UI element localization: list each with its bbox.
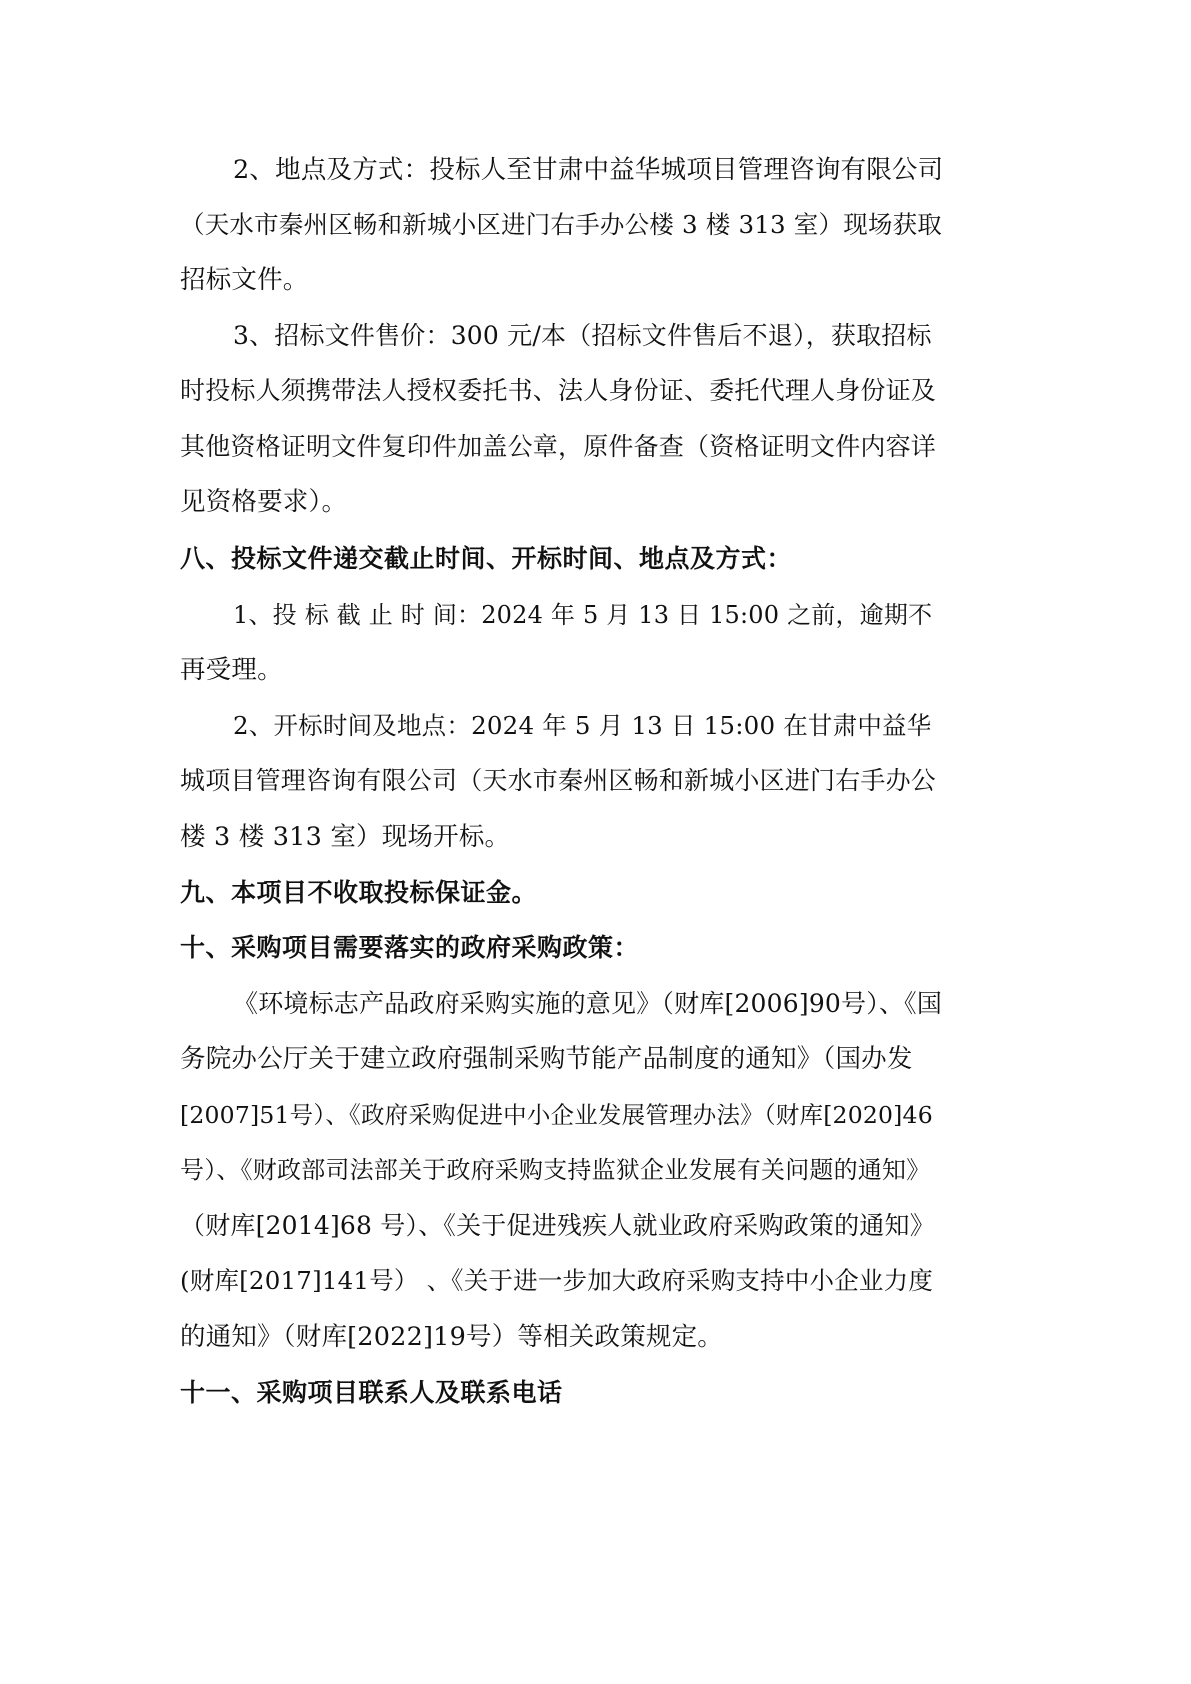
paragraph-line: [2007]51号）、《政府采购促进中小企业发展管理办法》（财库[2020]46 xyxy=(180,1101,933,1129)
paragraph-line: （财库[2014]68 号）、《关于促进残疾人就业政府采购政策的通知》 xyxy=(180,1211,935,1240)
paragraph-line: (财库[2017]141号） 、《关于进一步加大政府采购支持中小企业力度 xyxy=(180,1266,934,1295)
paragraph-line: 3、招标文件售价：300 元/本（招标文件售后不退），获取招标 xyxy=(233,321,932,350)
paragraph-line: 2、地点及方式：投标人至甘肃中益华城项目管理咨询有限公司 xyxy=(233,155,944,185)
paragraph-line: 招标文件。 xyxy=(180,265,309,295)
section-heading-10: 十、采购项目需要落实的政府采购政策： xyxy=(180,933,640,962)
section-heading-9: 九、本项目不收取投标保证金。 xyxy=(180,878,538,907)
paragraph-line: 见资格要求）。 xyxy=(180,487,348,517)
paragraph-line: 1、投 标 截 止 时 间：2024 年 5 月 13 日 15:00 之前，逾期不 xyxy=(233,601,933,629)
paragraph-line: 其他资格证明文件复印件加盖公章，原件备查（资格证明文件内容详 xyxy=(180,432,937,461)
paragraph-line: 城项目管理咨询有限公司（天水市秦州区畅和新城小区进门右手办公 xyxy=(180,766,937,795)
paragraph-line: 再受理。 xyxy=(180,655,283,685)
paragraph-line: 的通知》（财库[2022]19号）等相关政策规定。 xyxy=(180,1322,723,1352)
paragraph-line: 楼 3 楼 313 室）现场开标。 xyxy=(180,822,511,852)
paragraph-line: 务院办公厅关于建立政府强制采购节能产品制度的通知》（国办发 xyxy=(180,1044,913,1074)
paragraph-line: 《环境标志产品政府采购实施的意见》（财库[2006]90号）、《国 xyxy=(233,989,943,1018)
section-heading-11: 十一、采购项目联系人及联系电话 xyxy=(180,1378,563,1407)
paragraph-line: （天水市秦州区畅和新城小区进门右手办公楼 3 楼 313 室）现场获取 xyxy=(180,210,942,239)
paragraph-line: 号）、《财政部司法部关于政府采购支持监狱企业发展有关问题的通知》 xyxy=(180,1156,931,1184)
paragraph-line: 2、开标时间及地点：2024 年 5 月 13 日 15:00 在甘肃中益华 xyxy=(233,711,932,740)
section-heading-8: 八、投标文件递交截止时间、开标时间、地点及方式： xyxy=(180,544,793,573)
paragraph-line: 时投标人须携带法人授权委托书、法人身份证、委托代理人身份证及 xyxy=(180,376,937,405)
